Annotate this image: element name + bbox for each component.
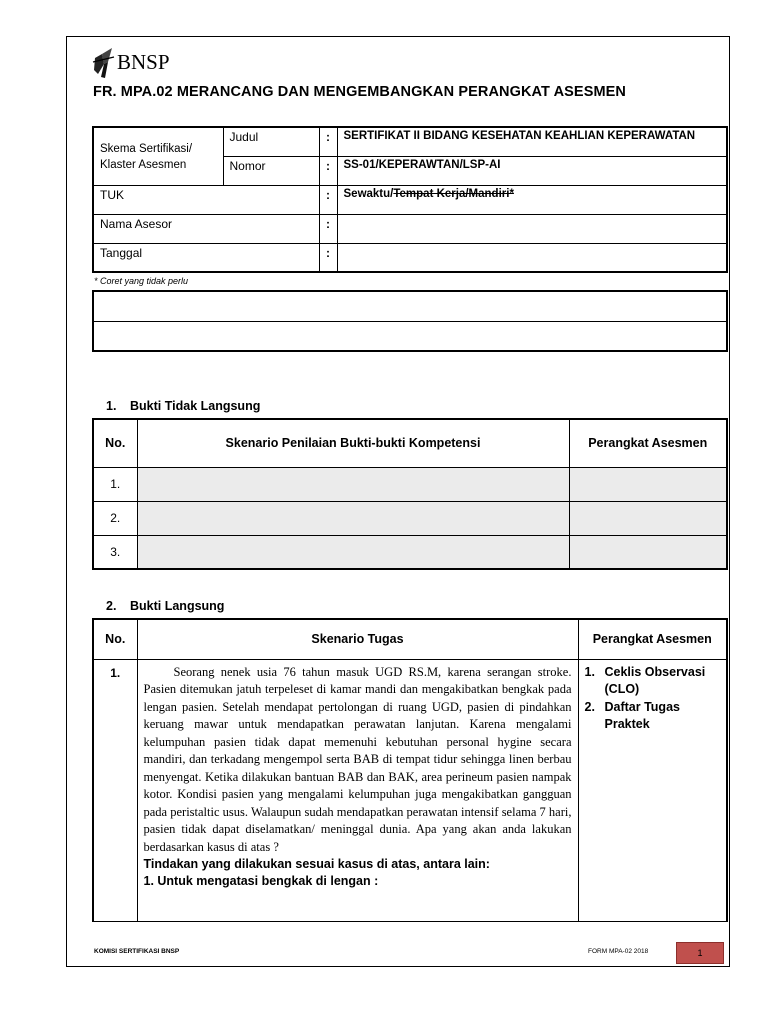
tuk-label: TUK: [93, 185, 319, 214]
footer-left: KOMISI SERTIFIKASI BNSP: [94, 948, 180, 955]
footer-right: FORM MPA-02 2018: [588, 948, 649, 955]
row-number: 2.: [93, 501, 137, 535]
tool-item: [585, 664, 721, 699]
nomor-label: Nomor: [223, 156, 319, 185]
col-header-perangkat: Perangkat Asesmen: [578, 619, 727, 659]
tool-number: 1.: [584, 664, 595, 679]
perangkat-cell[interactable]: [569, 501, 727, 535]
separator: :: [319, 156, 337, 185]
row-number: 1.: [93, 467, 137, 501]
skenario-cell[interactable]: [137, 467, 569, 501]
blank-row[interactable]: [93, 321, 727, 351]
form-title: FR. MPA.02 MERANCANG DAN MENGEMBANGKAN PERANGKAT ASESMEN: [93, 84, 626, 100]
tool-item: [585, 699, 721, 734]
skema-label-line1: Skema Sertifikasi/: [100, 143, 193, 155]
col-header-skenario: Skenario Penilaian Bukti-bukti Kompetensi: [137, 419, 569, 467]
tuk-option-sewaktu: Sewaktu/: [343, 187, 394, 200]
bukti-langsung-table: [92, 618, 728, 922]
perangkat-cell[interactable]: [569, 467, 727, 501]
separator: :: [319, 127, 337, 156]
tools-list: [585, 664, 721, 734]
skema-label-line2: Klaster Asesmen: [100, 159, 187, 171]
action-intro: Tindakan yang dilakukan sesuai kasus di atas, antara lain:: [143, 857, 490, 871]
page-number-badge: 1: [676, 942, 724, 964]
scenario-text: Seorang nenek usia 76 tahun masuk UGD RS.M, karena serangan stroke. Pasien ditemukan jatuh terpeleset di kamar mandi dan mengakibatkan bengkak pada lengan pasien. Setelah mendapat pertolongan di ruang UGD, pasien di pindahkan keruang mawar untuk mendapatkan perawatan lanjutan. Karena mengalami kelumpuhan pasien tidak dapat memenuhi kebutuhan personal hygine secara mandiri, dan terkadang mengempol serta BAB di tempat tidur sehingga linen berbau menyengat. Ketika dilakukan bantuan BAB dan BAK, area perineum pasien nampak kotor. Kondisi pasien yang mengalami kelumpuhan juga mengakibatkan gangguan pada peristaltic usus. Walaupun sudah mendapatkan perawatan intensif selama 7 hari, pasien tidak dapat diselamatkan/ meninggal dunia. Apa yang akan anda lakukan berdasarkan kasus di atas ?: [143, 664, 572, 854]
action-item-1: 1. Untuk mengatasi bengkak di lengan :: [143, 874, 379, 888]
separator: :: [319, 185, 337, 214]
asesor-label: Nama Asesor: [93, 214, 319, 243]
row-number: 3.: [93, 535, 137, 569]
skenario-cell[interactable]: [137, 501, 569, 535]
perangkat-cell[interactable]: [569, 535, 727, 569]
tanggal-label: Tanggal: [93, 243, 319, 272]
asesor-value[interactable]: [337, 214, 727, 243]
section2-title: [106, 599, 224, 613]
col-header-perangkat: Perangkat Asesmen: [569, 419, 727, 467]
coret-note: * Coret yang tidak perlu: [94, 276, 189, 286]
col-header-skenario-tugas: Skenario Tugas: [137, 619, 578, 659]
perangkat-cell[interactable]: [578, 659, 727, 921]
section2-number: 2.: [106, 599, 117, 613]
skenario-tugas-cell[interactable]: [137, 659, 578, 921]
section1-title: [106, 399, 260, 413]
header-table: [92, 126, 728, 273]
judul-value: SERTIFIKAT II BIDANG KESEHATAN KEAHLIAN KEPERAWATAN: [337, 127, 727, 156]
bnsp-logo: [92, 44, 170, 80]
tool-number: 2.: [584, 699, 595, 714]
tuk-option-struck: Tempat Kerja/Mandiri*: [393, 187, 514, 200]
section2-label: Bukti Langsung: [130, 599, 225, 613]
bukti-tidak-langsung-table: [92, 418, 728, 570]
tool-label: Ceklis Observasi (CLO): [604, 664, 706, 696]
section1-number: 1.: [106, 399, 117, 413]
judul-label: Judul: [223, 127, 319, 156]
blank-row[interactable]: [93, 291, 727, 321]
col-header-no: No.: [93, 419, 137, 467]
blank-table: [92, 290, 728, 352]
skenario-cell[interactable]: [137, 535, 569, 569]
tanggal-value[interactable]: [337, 243, 727, 272]
skema-cell: [93, 127, 223, 185]
tool-label: Daftar Tugas Praktek: [604, 699, 680, 731]
col-header-no: No.: [93, 619, 137, 659]
separator: :: [319, 243, 337, 272]
section1-label: Bukti Tidak Langsung: [130, 399, 261, 413]
separator: :: [319, 214, 337, 243]
logo-text: BNSP: [117, 49, 170, 74]
row-number: 1.: [93, 659, 137, 921]
tuk-value: [337, 185, 727, 214]
bnsp-logo-icon: [92, 44, 116, 80]
nomor-value: SS-01/KEPERAWTAN/LSP-AI: [337, 156, 727, 185]
